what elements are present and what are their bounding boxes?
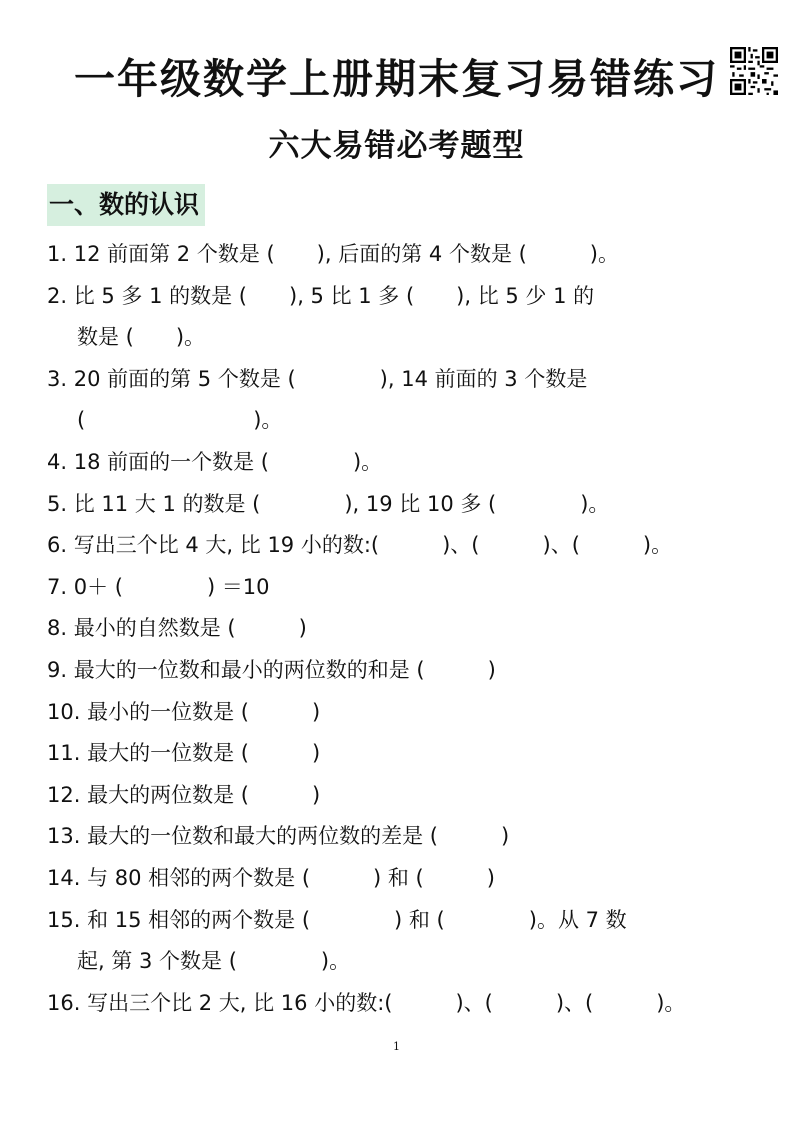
question-line: 2. 比 5 多 1 的数是 ( ), 5 比 1 多 ( ), 比 5 少 1 的 <box>47 283 595 308</box>
question-line: 1. 12 前面第 2 个数是 ( ), 后面的第 4 个数是 ( )。 <box>47 242 620 266</box>
page-number: 1 <box>393 1040 400 1053</box>
question-list <box>47 234 747 1024</box>
question-line: 13. 最大的一位数和最大的两位数的差是 ( ) <box>47 824 510 849</box>
question-line: 9. 最大的一位数和最小的两位数的和是 ( ) <box>47 657 496 682</box>
question-line: 16. 写出三个比 2 大, 比 16 小的数:( )、( )、( )。 <box>47 990 686 1015</box>
page-title: 一年级数学上册期末复习易错练习 <box>74 55 719 103</box>
question-line-continued: 起, 第 3 个数是 ( )。 <box>77 949 351 974</box>
question-line: 14. 与 80 相邻的两个数是 ( ) 和 ( ) <box>47 865 495 890</box>
question-line: 12. 最大的两位数是 ( ) <box>47 782 321 807</box>
question-line: 10. 最小的一位数是 ( ) <box>47 699 321 724</box>
section-heading: 一、数的认识 <box>47 184 205 226</box>
question-line: 7. 0＋ ( ) ＝10 <box>47 574 270 599</box>
question-line: 11. 最大的一位数是 ( ) <box>47 741 321 766</box>
question-line-continued: ( )。 <box>77 408 283 433</box>
question-line: 15. 和 15 相邻的两个数是 ( ) 和 ( )。从 7 数 <box>47 907 627 932</box>
question-line: 5. 比 11 大 1 的数是 ( ), 19 比 10 多 ( )。 <box>47 491 610 516</box>
qr-code-icon <box>730 47 778 95</box>
question-line: 4. 18 前面的一个数是 ( )。 <box>47 449 383 474</box>
question-line: 6. 写出三个比 4 大, 比 19 小的数:( )、( )、( )。 <box>47 533 673 558</box>
page-subtitle: 六大易错必考题型 <box>268 128 525 164</box>
question-line-continued: 数是 ( )。 <box>77 325 206 350</box>
question-line: 8. 最小的自然数是 ( ) <box>47 616 307 641</box>
question-line: 3. 20 前面的第 5 个数是 ( ), 14 前面的 3 个数是 <box>47 366 588 391</box>
